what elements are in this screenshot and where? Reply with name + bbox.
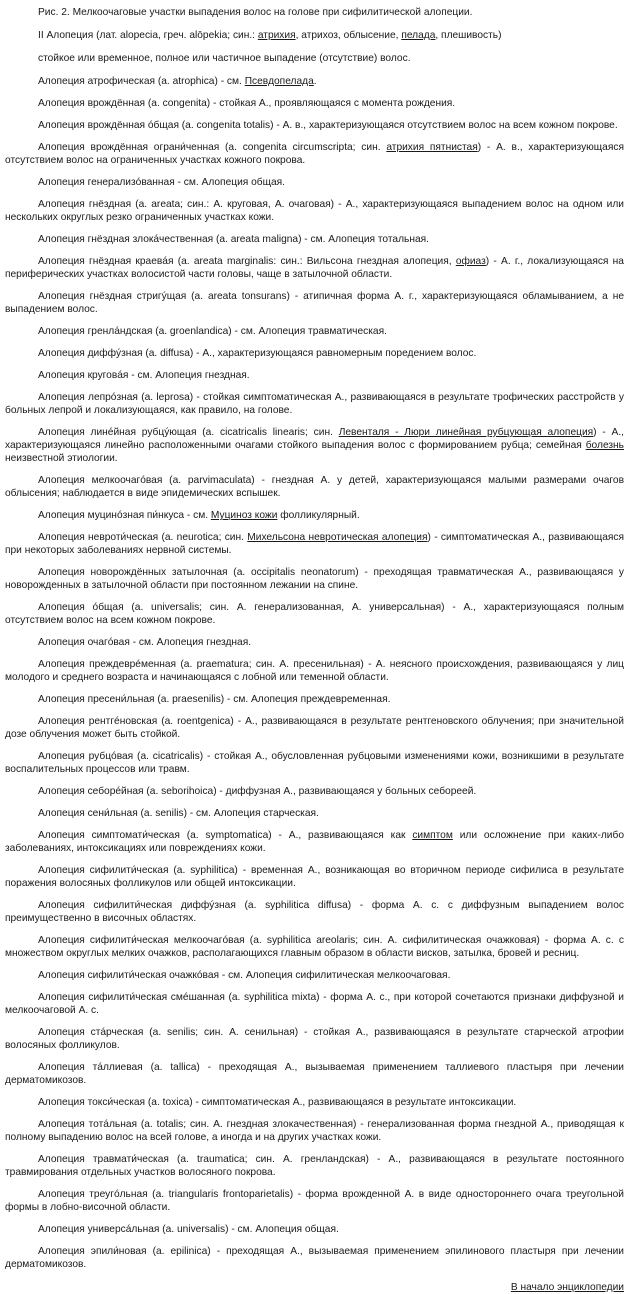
entry: [5, 1245, 624, 1271]
entry-text: Алопеция тáллиевая (a. tallica) - преходящая А., вызываемая применением таллиевого пластыря при лечении дерматомикозов.: [5, 1062, 624, 1086]
entry: [5, 97, 624, 110]
article-definition: стойкое или временное, полное или частичное выпадение (отсутствие) волос.: [38, 53, 411, 64]
entry-text: Алопеция рентгéновская (a. roentgenica) - А., развивающаяся в результате рентгеновского облучения; при значительной дозе облучения может быть стойкой.: [5, 716, 624, 740]
entry: [5, 1026, 624, 1052]
entry: [5, 474, 624, 500]
entry: [5, 991, 624, 1017]
entry-text: Алопеция эпили́новая (a. epilinica) - преходящая А., вызываемая применением эпилинового пластыря при лечении дерматомикозов.: [5, 1246, 624, 1270]
entry-text: Алопеция гренлáндская (a. groenlandica) - см. Алопеция травматическая.: [38, 326, 387, 337]
entry: [5, 1153, 624, 1179]
entry: [5, 969, 624, 982]
entry-link[interactable]: Левенталя - Люри линейная рубцующая алопеция: [338, 427, 594, 438]
entry: [5, 601, 624, 627]
entry-text: Алопеция гнёздная (a. areata; син.: А. круговая, А. очаговая) - А., характеризующаяся выпадением волос на одном или нескольких округлых резко ограниченных участках кожи.: [5, 199, 624, 223]
entry-text: Алопеция сифилити́ческая (a. syphilitica) - временная А., возникающая во вторичном периоде сифилиса в результате поражения волосяных фолликулов или общей интоксикации.: [5, 865, 624, 889]
entry-text: Алопеция невроти́ческая (a. neurotica; син.: [38, 532, 248, 543]
entry: [5, 391, 624, 417]
entry-text: ) - А. в., характеризующаяся отсутствием волос на ограниченных участках кожного покрова.: [5, 142, 624, 166]
entry: [5, 119, 624, 132]
entry-text: Алопеция очагóвая - см. Алопеция гнездная.: [38, 637, 252, 648]
entry-text: Алопеция стáрческая (a. senilis; син. А. сенильная) - стойкая А., развивающаяся в результате старческой атрофии волосяных фолликулов.: [5, 1027, 624, 1051]
entry-text: Алопеция преждеврéменная (a. praematura; син. А. пресенильная) - А. неясного происхождения, развивающаяся у лиц молодого и среднего возраста и начинающаяся с лобной или теменной области.: [5, 659, 624, 683]
entry: [5, 750, 624, 776]
footer: [5, 1281, 624, 1294]
entry: [5, 176, 624, 189]
figure-caption: Рис. 2. Мелкоочаговые участки выпадения волос на голове при сифилитической алопеции.: [38, 7, 473, 18]
entry-list: [5, 75, 624, 1271]
entry: [5, 785, 624, 798]
entry: [5, 864, 624, 890]
entry-text: Алопеция линéйная рубцýющая (a. cicatricalis linearis; син.: [38, 427, 339, 438]
article-heading: [38, 29, 624, 42]
entry-text: Алопеция тотáльная (a. totalis; син. А. гнездная злокачественная) - генерализованная форма гнездной А., приводящая к полному выпадению волос на всей голове, а иногда и на других участках кожи.: [5, 1119, 624, 1143]
entry-text: Алопеция себорéйная (a. seborihoica) - диффузная А., развивающаяся у больных себореей.: [38, 786, 477, 797]
entry: [5, 290, 624, 316]
entry: [5, 566, 624, 592]
entry-text: Алопеция новорождённых затылочная (a. occipitalis neonatorum) - преходящая травматическая А., развивающаяся у новорожденных в затылочной области при постоянном лежании на спине.: [5, 567, 624, 591]
entry: [5, 715, 624, 741]
heading-text-pre: II Алопеция (лат. alopecia, греч. alōpekia; син.:: [38, 30, 258, 41]
entry: [5, 347, 624, 360]
entry-text: или осложнение при каких-либо заболеваниях, интоксикациях или повреждениях кожи.: [5, 830, 624, 854]
link-pelada[interactable]: пелада: [401, 30, 436, 41]
entry-text: .: [313, 76, 317, 87]
entry-text: Алопеция мелкоочагóвая (a. parvimaculata) - гнездная А. у детей, характеризующаяся малыми размерами очагов облысения; наблюдается в виде эпидемических вспышек.: [5, 475, 624, 499]
entry: [5, 75, 624, 88]
entry-link[interactable]: Михельсона невротическая алопеция: [247, 532, 428, 543]
entry: [5, 325, 624, 338]
entry-text: Алопеция атрофическая (a. atrophica) - см.: [38, 76, 245, 87]
entry: [5, 1061, 624, 1087]
entry: [5, 1096, 624, 1109]
entry-text: Алопеция универсáльная (a. universalis) - см. Алопеция общая.: [38, 1224, 339, 1235]
entry-link[interactable]: Псевдопелада: [244, 76, 314, 87]
entry: [5, 829, 624, 855]
entry-text: Алопеция сени́льная (a. senilis) - см. Алопеция старческая.: [38, 808, 319, 819]
entry-text: ) - симптоматическая А., развивающаяся при некоторых заболеваниях нервной системы.: [5, 532, 624, 556]
entry-text: Алопеция гнёздная стригýщая (a. areata tonsurans) - атипичная форма А. г., характеризующаяся обламыванием, а не выпадением волос.: [5, 291, 624, 315]
entry: [5, 1223, 624, 1236]
entry: [5, 141, 624, 167]
entry-text: Алопеция врождённая (a. congenita) - стойкая А., проявляющаяся с момента рождения.: [38, 98, 456, 109]
entry-text: Алопеция врождённая ограни́ченная (a. congenita circumscripta; син.: [38, 142, 387, 153]
entry-text: Алопеция треугóльная (a. triangularis frontoparietalis) - форма врожденной А. в виде одностороннего очага треугольной формы в лобно-височной области.: [5, 1189, 624, 1213]
entry-text: Алопеция сифилити́ческая очажкóвая - см. Алопеция сифилитическая мелкоочаговая.: [38, 970, 451, 981]
entry-link[interactable]: офиаз: [455, 256, 486, 267]
entry-text: Алопеция сифилити́ческая смéшанная (a. syphilitica mixta) - форма А. с., при которой сочетаются признаки диффузной и мелкоочаговой А. с.: [5, 992, 624, 1016]
entry: [5, 1188, 624, 1214]
entry: [5, 1118, 624, 1144]
entry-text: фолликулярный.: [277, 510, 360, 521]
entry: [5, 233, 624, 246]
entry-text: Алопеция токси́ческая (a. toxica) - симптоматическая А., развивающаяся в результате интоксикации.: [38, 1097, 517, 1108]
entry-link[interactable]: атрихия пятнистая: [386, 142, 478, 153]
entry-link[interactable]: симптом: [412, 830, 453, 841]
entry-link[interactable]: болезнь: [585, 440, 624, 451]
entry-text: Алопеция диффýзная (a. diffusa) - А., характеризующаяся равномерным поредением волос.: [38, 348, 477, 359]
entry-link[interactable]: Муциноз кожи: [210, 510, 278, 521]
entry: [5, 198, 624, 224]
entry: [5, 255, 624, 281]
entry: [5, 693, 624, 706]
entry-text: Алопеция симптомати́ческая (a. symptomatica) - А., развивающаяся как: [38, 830, 413, 841]
entry: [5, 369, 624, 382]
entry-text: Алопеция сифилити́ческая диффýзная (a. syphilitica diffusa) - форма А. с. с диффузным выпадением волос преимущественно в височных областях.: [5, 900, 624, 924]
entry: [5, 636, 624, 649]
entry: [5, 899, 624, 925]
entry: [5, 426, 624, 465]
entry-text: Алопеция лепрóзная (a. leprosa) - стойкая симптоматическая А., развивающаяся в результате трофических расстройств у больных лепрой и локализующаяся, как правило, на голове.: [5, 392, 624, 416]
entry: [5, 807, 624, 820]
link-atrichia[interactable]: атрихия: [257, 30, 296, 41]
entry-text: Алопеция рубцóвая (a. cicatricalis) - стойкая А., обусловленная рубцовыми изменениями кожи, возникшими в результате воспалительных процессов или травм.: [5, 751, 624, 775]
heading-text-mid: , атрихоз, облысение,: [295, 30, 402, 41]
entry-text: Алопеция óбщая (a. universalis; син. А. генерализованная, А. универсальная) - А., характеризующаяся полным отсутствием волос на всем кожном покрове.: [5, 602, 624, 626]
entry-text: ) - А., характеризующаяся линейно расположенными очагами стойкого выпадения волос с формированием рубца; семейная: [5, 427, 624, 451]
entry-text: Алопеция врождённая óбщая (a. congenita totalis) - А. в., характеризующаяся отсутствием волос на всем кожном покрове.: [38, 120, 618, 131]
entry-text: неизвестной этиологии.: [5, 453, 118, 464]
entry-text: Алопеция генерализóванная - см. Алопеция общая.: [38, 177, 286, 188]
entry: [5, 934, 624, 960]
entry-text: ) - А. г., локализующаяся на периферических участках волосистой части головы, чаще в затылочной области.: [5, 256, 624, 280]
entry-text: Алопеция пресени́льная (a. praesenilis) - см. Алопеция преждевременная.: [38, 694, 391, 705]
entry-text: Алопеция муцинóзная пи́нкуса - см.: [38, 510, 211, 521]
entry: [5, 509, 624, 522]
entry-text: Алопеция травмати́ческая (a. traumatica; син. А. гренландская) - А., развивающаяся в результате постоянного травмирования отдельных участков волосяного покрова.: [5, 1154, 624, 1178]
entry-text: Алопеция гнёздная краевáя (a. areata marginalis: син.: Вильсона гнездная алопеция,: [38, 256, 456, 267]
entry: [5, 531, 624, 557]
entry: [5, 658, 624, 684]
entry-text: Алопеция гнёздная злокáчественная (a. areata maligna) - см. Алопеция тотальная.: [38, 234, 429, 245]
back-to-encyclopedia-link[interactable]: В начало энциклопедии: [510, 1282, 624, 1293]
heading-text-post: , плешивость): [435, 30, 502, 41]
entry-text: Алопеция сифилити́ческая мелкоочагóвая (a. syphilitica areolaris; син. А. сифилитическая очажковая) - форма А. с. с множеством округлых мелких очажков, располагающихся главным образом в области висков, затылка, бровей и ресниц.: [5, 935, 624, 959]
entry-text: Алопеция круговáя - см. Алопеция гнездная.: [38, 370, 250, 381]
